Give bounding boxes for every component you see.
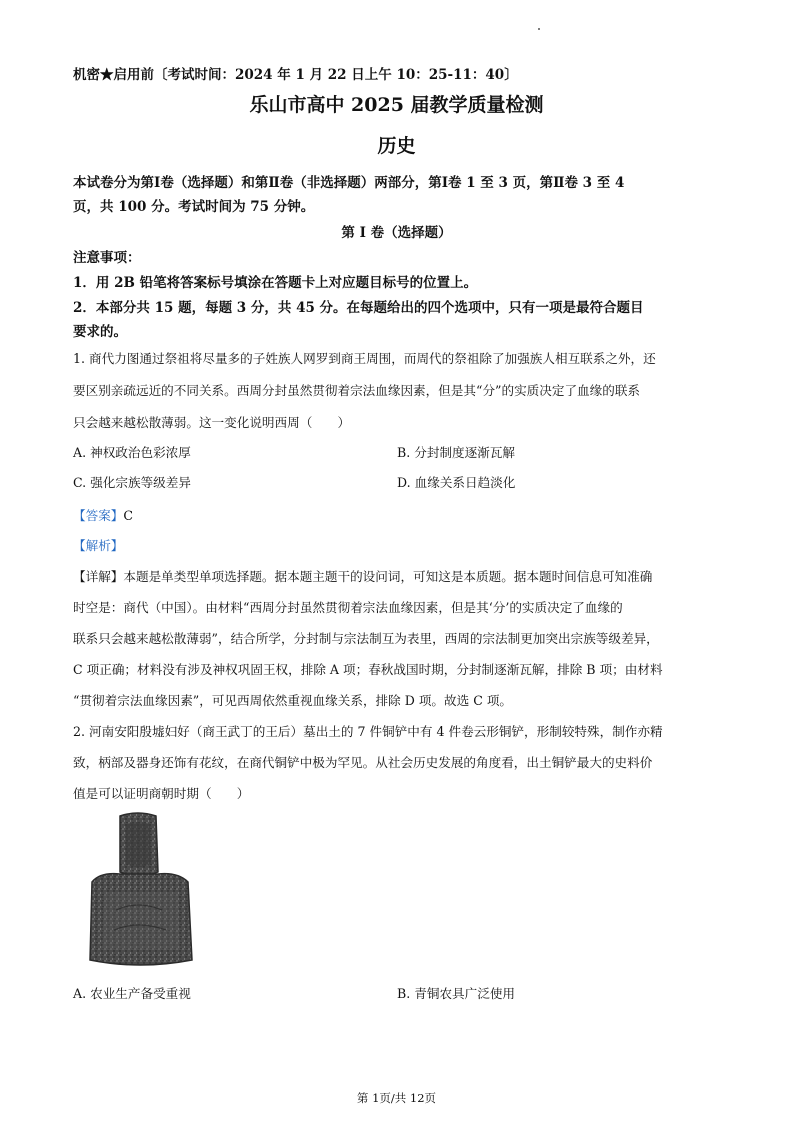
analysis-label: 【解析】 [73, 538, 124, 553]
notes-title: 注意事项： [73, 250, 141, 266]
explanation-line: 时空是：商代（中国）。由材料“西周分封虽然贯彻着宗法血缘因素，但是其‘分’的实质决定了血缘的 [73, 600, 623, 615]
note-item: 要求的。 [73, 324, 127, 340]
answer-row [73, 505, 133, 524]
question-1-stem: 要区别亲疏远近的不同关系。西周分封虽然贯彻着宗法血缘因素，但是其“分”的实质决定了血缘的联系 [73, 383, 641, 398]
explanation-line: “贯彻着宗法血缘因素”，可见西周依然重视血缘关系，排除 D 项。故选 C 项。 [73, 693, 513, 708]
answer-value: C [123, 508, 134, 523]
question-2-stem: 值是可以证明商朝时期（ ） [73, 786, 250, 801]
bronze-shovel-image [80, 810, 200, 970]
question-1-option-b: B. 分封制度逐渐瓦解 [397, 445, 516, 460]
answer-label: 【答案】 [73, 508, 124, 523]
question-2-stem: 2. 河南安阳殷墟妇好（商王武丁的王后）墓出土的 7 件铜铲中有 4 件卷云形铜铲，形制较特殊，制作亦精 [73, 724, 663, 739]
exam-title: 乐山市高中 2025 届教学质量检测 [249, 94, 544, 116]
confidential-header: 机密★启用前〔考试时间：2024 年 1 月 22 日上午 10：25-11：40〕 [73, 67, 518, 83]
question-1-option-d: D. 血缘关系日趋淡化 [397, 475, 516, 490]
question-1-stem: 1. 商代力图通过祭祖将尽量多的子姓族人网罗到商王周围，而周代的祭祖除了加强族人相互联系之外，还 [73, 351, 656, 366]
question-1-option-c: C. 强化宗族等级差异 [73, 475, 191, 490]
intro-line: 页，共 100 分。考试时间为 75 分钟。 [73, 199, 315, 215]
explanation-line: C 项正确；材料没有涉及神权巩固王权，排除 A 项；春秋战国时期，分封制逐渐瓦解，排除 B 项；由材料 [73, 662, 663, 677]
question-2-stem: 致，柄部及器身还饰有花纹，在商代铜铲中极为罕见。从社会历史发展的角度看，出土铜铲最大的史料价 [73, 755, 653, 770]
note-item: 2．本部分共 15 题，每题 3 分，共 45 分。在每题给出的四个选项中，只有一项是最符合题目 [73, 300, 644, 316]
scan-dot [538, 28, 540, 30]
question-2-option-b: B. 青铜农具广泛使用 [397, 986, 516, 1001]
section-title: 第 I 卷（选择题） [341, 225, 452, 241]
explanation-line: 【详解】本题是单类型单项选择题。据本题主题干的设问词，可知这是本质题。据本题时间信息可知准确 [73, 569, 653, 584]
question-2-option-a: A. 农业生产备受重视 [73, 986, 191, 1001]
explanation-line: 联系只会越来越松散薄弱”，结合所学，分封制与宗法制互为表里，西周的宗法制更加突出宗族等级差异， [73, 631, 659, 646]
note-item: 1．用 2B 铅笔将答案标号填涂在答题卡上对应题目标号的位置上。 [73, 275, 478, 291]
question-1-option-a: A. 神权政治色彩浓厚 [73, 445, 191, 460]
question-1-stem: 只会越来越松散薄弱。这一变化说明西周（ ） [73, 415, 351, 430]
intro-line: 本试卷分为第Ⅰ卷（选择题）和第Ⅱ卷（非选择题）两部分，第Ⅰ卷 1 至 3 页，第Ⅱ卷 3 至 4 [73, 175, 625, 191]
subject-title: 历史 [377, 135, 416, 157]
page-footer: 第 1页/共 12页 [356, 1091, 437, 1105]
